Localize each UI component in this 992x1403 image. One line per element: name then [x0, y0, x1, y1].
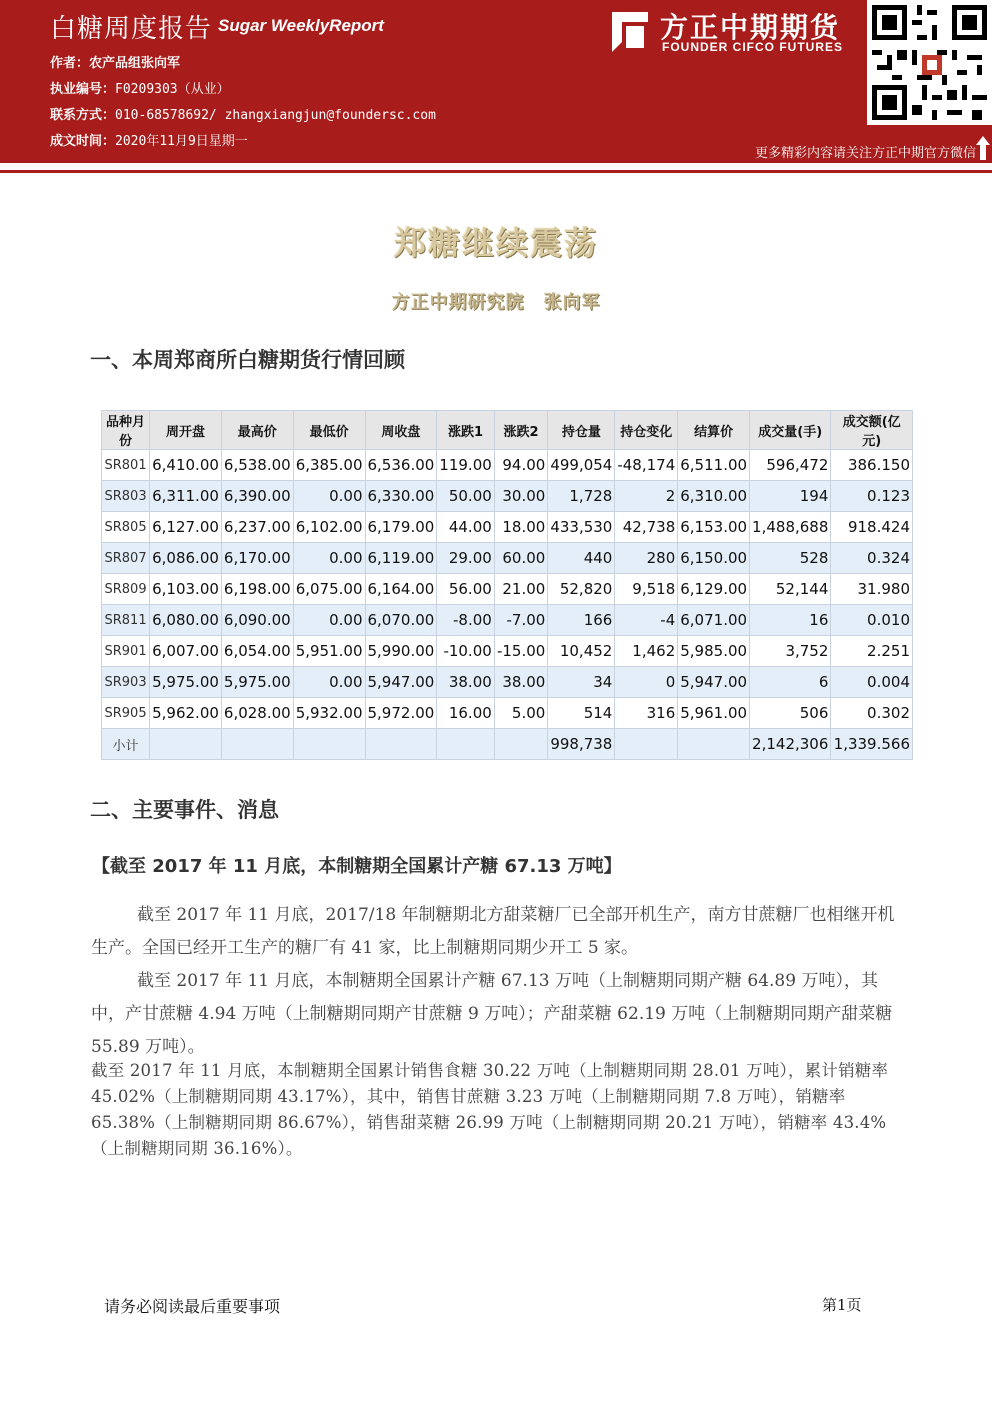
contract-cell: SR809: [102, 574, 150, 605]
table-cell: -4: [615, 605, 678, 636]
table-cell: 6,170.00: [221, 543, 293, 574]
table-cell: 0.302: [831, 698, 913, 729]
table-cell: 5,947.00: [678, 667, 750, 698]
table-cell: 166: [548, 605, 615, 636]
table-cell: 6,536.00: [365, 450, 437, 481]
table-row: [102, 543, 913, 574]
table-row: [102, 729, 913, 760]
table-cell: 42,738: [615, 512, 678, 543]
table-cell: 6,007.00: [150, 636, 222, 667]
column-header: 最高价: [221, 411, 293, 450]
footer-notice: 请务必阅读最后重要事项: [104, 1297, 281, 1316]
column-header: 成交量(手): [750, 411, 831, 450]
report-title-cn: 白糖周度报告: [50, 14, 213, 44]
table-cell: 31.980: [831, 574, 913, 605]
table-cell: 16: [750, 605, 831, 636]
table-cell: 6,071.00: [678, 605, 750, 636]
news-paragraph-1: 截至 2017 年 11 月底，2017/18 年制糖期北方甜菜糖厂已全部开机生产，南方甘蔗糖厂也相继开机生产。全国已经开工生产的糖厂有 41 家，比上制糖期同期少开工 5 家。: [91, 905, 895, 958]
table-cell: 514: [548, 698, 615, 729]
table-cell: [365, 729, 437, 760]
column-header: 持仓变化: [615, 411, 678, 450]
table-cell: -15.00: [494, 636, 548, 667]
table-row: [102, 698, 913, 729]
company-logo: [604, 8, 864, 60]
table-cell: 0.00: [293, 481, 365, 512]
table-cell: [437, 729, 495, 760]
table-cell: 6,330.00: [365, 481, 437, 512]
table-cell: 5,951.00: [293, 636, 365, 667]
table-cell: 6,179.00: [365, 512, 437, 543]
table-cell: 60.00: [494, 543, 548, 574]
table-cell: 386.150: [831, 450, 913, 481]
table-cell: 596,472: [750, 450, 831, 481]
license-value: F0209303（从业）: [115, 82, 230, 97]
news-headline: 【截至 2017 年 11 月底，本制糖期全国累计产糖 67.13 万吨】: [92, 856, 622, 877]
document-author: 方正中期研究院 张向军: [391, 292, 601, 313]
table-cell: 2,142,306: [750, 729, 831, 760]
table-cell: 119.00: [437, 450, 495, 481]
contract-cell: SR803: [102, 481, 150, 512]
table-cell: 6,538.00: [221, 450, 293, 481]
table-cell: 6,150.00: [678, 543, 750, 574]
table-cell: 18.00: [494, 512, 548, 543]
author-label: 作者：: [50, 56, 90, 71]
table-cell: 29.00: [437, 543, 495, 574]
table-cell: 6,102.00: [293, 512, 365, 543]
table-cell: 38.00: [494, 667, 548, 698]
column-header: 成交额(亿元): [831, 411, 913, 450]
contact-value[interactable]: 010-68578692/ zhangxiangjun@foundersc.com: [115, 108, 436, 123]
table-cell: 0.123: [831, 481, 913, 512]
table-cell: 5,975.00: [221, 667, 293, 698]
column-header: 最低价: [293, 411, 365, 450]
table-row: [102, 512, 913, 543]
table-cell: 6,237.00: [221, 512, 293, 543]
date-label: 成文时间：: [50, 134, 116, 149]
column-header: 持仓量: [548, 411, 615, 450]
table-cell: 5.00: [494, 698, 548, 729]
table-cell: 5,972.00: [365, 698, 437, 729]
table-cell: 280: [615, 543, 678, 574]
table-cell: 16.00: [437, 698, 495, 729]
author-value: 农产品组张向军: [89, 56, 181, 71]
page-number: 第1页: [822, 1296, 862, 1314]
table-cell: 0.004: [831, 667, 913, 698]
table-cell: 6,075.00: [293, 574, 365, 605]
table-cell: 6,127.00: [150, 512, 222, 543]
table-cell: -10.00: [437, 636, 495, 667]
table-cell: 6,511.00: [678, 450, 750, 481]
table-row: [102, 574, 913, 605]
contract-cell: SR811: [102, 605, 150, 636]
table-cell: 316: [615, 698, 678, 729]
table-cell: 30.00: [494, 481, 548, 512]
table-cell: 9,518: [615, 574, 678, 605]
table-cell: 5,962.00: [150, 698, 222, 729]
table-cell: 52,144: [750, 574, 831, 605]
table-cell: 6,080.00: [150, 605, 222, 636]
column-header: 涨跌1: [437, 411, 495, 450]
table-cell: 1,488,688: [750, 512, 831, 543]
table-cell: -8.00: [437, 605, 495, 636]
table-cell: 2.251: [831, 636, 913, 667]
date-value: 2020年11月9日星期一: [115, 134, 248, 149]
table-cell: 3,752: [750, 636, 831, 667]
company-name: 方正中期期货: [660, 11, 841, 44]
table-cell: -7.00: [494, 605, 548, 636]
table-cell: 5,975.00: [150, 667, 222, 698]
table-cell: 6,385.00: [293, 450, 365, 481]
report-title-en: Sugar WeeklyReport: [218, 16, 384, 35]
table-cell: 6,103.00: [150, 574, 222, 605]
table-cell: 56.00: [437, 574, 495, 605]
license-label: 执业编号：: [50, 82, 116, 97]
table-cell: 6,410.00: [150, 450, 222, 481]
table-cell: 52,820: [548, 574, 615, 605]
table-cell: [293, 729, 365, 760]
contract-cell: 小计: [102, 729, 150, 760]
arrow-up-icon: [976, 136, 990, 160]
table-cell: 6,311.00: [150, 481, 222, 512]
table-cell: 1,339.566: [831, 729, 913, 760]
table-header-row: [102, 411, 913, 450]
table-cell: 528: [750, 543, 831, 574]
news-paragraph-2: 截至 2017 年 11 月底，本制糖期全国累计产糖 67.13 万吨（上制糖期同期产糖 64.89 万吨），其中，产甘蔗糖 4.94 万吨（上制糖期同期产甘蔗糖 9 万吨）；产甜菜糖 62.19 万吨（上制糖期同期产甜菜糖 55.89 万吨）。: [91, 971, 893, 1057]
company-name-en: FOUNDER CIFCO FUTURES: [662, 40, 843, 54]
table-cell: 5,990.00: [365, 636, 437, 667]
section-heading-market-review: 一、本周郑商所白糖期货行情回顾: [90, 348, 405, 372]
column-header: 涨跌2: [494, 411, 548, 450]
table-cell: [494, 729, 548, 760]
column-header: 周收盘: [365, 411, 437, 450]
table-cell: 6,028.00: [221, 698, 293, 729]
table-cell: 5,932.00: [293, 698, 365, 729]
report-header: [0, 0, 992, 163]
table-cell: [150, 729, 222, 760]
section-heading-news: 二、主要事件、消息: [90, 798, 279, 822]
contract-cell: SR805: [102, 512, 150, 543]
table-cell: 6,390.00: [221, 481, 293, 512]
table-cell: 6,086.00: [150, 543, 222, 574]
contact-line: [50, 104, 436, 123]
table-cell: 506: [750, 698, 831, 729]
table-row: [102, 481, 913, 512]
contract-cell: SR903: [102, 667, 150, 698]
wechat-promo-text[interactable]: 更多精彩内容请关注方正中期官方微信: [754, 146, 976, 161]
table-cell: 6,310.00: [678, 481, 750, 512]
table-cell: 0.010: [831, 605, 913, 636]
table-row: [102, 605, 913, 636]
table-cell: [678, 729, 750, 760]
column-header: 结算价: [678, 411, 750, 450]
table-cell: 1,728: [548, 481, 615, 512]
document-title: 郑糖继续震荡: [393, 224, 598, 262]
table-cell: 6,164.00: [365, 574, 437, 605]
news-paragraph-3: 截至 2017 年 11 月底，本制糖期全国累计销售食糖 30.22 万吨（上制糖期同期 28.01 万吨），累计销糖率 45.02%（上制糖期同期 43.17%），其中，销售甘蔗糖 3.23 万吨（上制糖期同期 7.8 万吨），销糖率 65.38%（上制糖期同期 86.67%），销售甜菜糖 26.99 万吨（上制糖期同期 20.21 万吨），销糖率 43.4%（上制糖期同期 36.16%）。: [91, 1061, 889, 1158]
qr-code-icon: [867, 0, 992, 125]
date-line: [50, 130, 248, 149]
table-cell: 21.00: [494, 574, 548, 605]
table-cell: [221, 729, 293, 760]
table-cell: 38.00: [437, 667, 495, 698]
table-cell: 5,947.00: [365, 667, 437, 698]
table-cell: [615, 729, 678, 760]
header-rule: [0, 170, 992, 173]
contract-cell: SR901: [102, 636, 150, 667]
table-cell: 6,153.00: [678, 512, 750, 543]
table-cell: 0.00: [293, 605, 365, 636]
contract-cell: SR801: [102, 450, 150, 481]
table-cell: 0.00: [293, 543, 365, 574]
table-cell: 6,129.00: [678, 574, 750, 605]
table-cell: 6,070.00: [365, 605, 437, 636]
table-cell: -48,174: [615, 450, 678, 481]
table-row: [102, 636, 913, 667]
table-cell: 499,054: [548, 450, 615, 481]
contact-label: 联系方式：: [50, 108, 116, 123]
table-row: [102, 667, 913, 698]
contract-cell: SR905: [102, 698, 150, 729]
company-logo-icon: [604, 8, 650, 54]
table-cell: 5,985.00: [678, 636, 750, 667]
table-cell: 6,198.00: [221, 574, 293, 605]
table-cell: 5,961.00: [678, 698, 750, 729]
table-cell: 94.00: [494, 450, 548, 481]
contract-cell: SR807: [102, 543, 150, 574]
author-line: [50, 52, 180, 71]
table-cell: 6,119.00: [365, 543, 437, 574]
table-cell: 440: [548, 543, 615, 574]
table-cell: 2: [615, 481, 678, 512]
table-cell: 6,090.00: [221, 605, 293, 636]
license-line: [50, 78, 230, 97]
table-cell: 50.00: [437, 481, 495, 512]
table-cell: 0.00: [293, 667, 365, 698]
table-row: [102, 450, 913, 481]
table-cell: 34: [548, 667, 615, 698]
table-cell: 0: [615, 667, 678, 698]
table-cell: 44.00: [437, 512, 495, 543]
table-cell: 998,738: [548, 729, 615, 760]
futures-quote-table: [101, 410, 913, 760]
table-cell: 433,530: [548, 512, 615, 543]
table-cell: 194: [750, 481, 831, 512]
table-cell: 6: [750, 667, 831, 698]
table-cell: 10,452: [548, 636, 615, 667]
table-cell: 1,462: [615, 636, 678, 667]
table-cell: 0.324: [831, 543, 913, 574]
column-header: 周开盘: [150, 411, 222, 450]
column-header: 品种月份: [102, 411, 150, 450]
table-cell: 6,054.00: [221, 636, 293, 667]
table-cell: 918.424: [831, 512, 913, 543]
